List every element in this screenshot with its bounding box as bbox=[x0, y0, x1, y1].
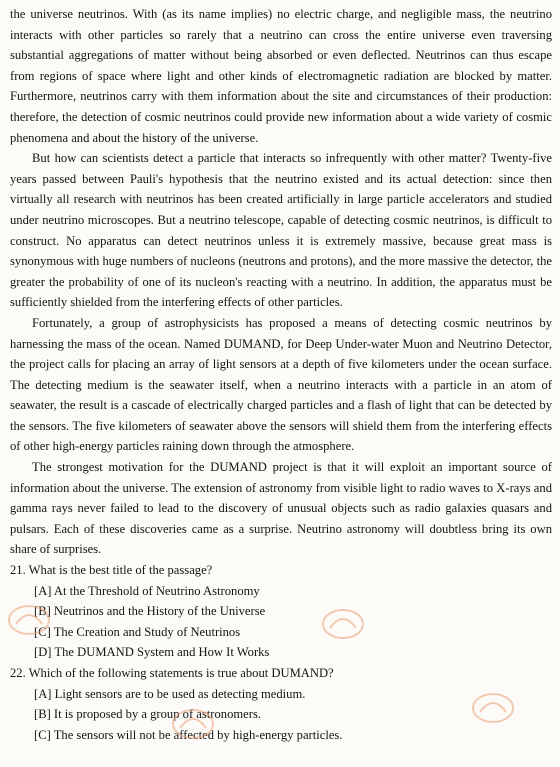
passage bbox=[10, 4, 552, 560]
answer-option: [A] At the Threshold of Neutrino Astronomy bbox=[34, 583, 260, 598]
answer-option: [A] Light sensors are to be used as detecting medium. bbox=[34, 686, 306, 701]
paragraph: the universe neutrinos. With (as its name implies) no electric charge, and negligible mass, the neutrino interacts with other particles so rarely that a neutrino can cross the entire universe even traversing substantial aggregations of matter without being absorbed or even deflected. Neutrinos can thus escape from regions of space where light and other kinds of electromagnetic radiation are blocked by matter. Furthermore, neutrinos carry with them information about the site and circumstances of their production: therefore, the detection of cosmic neutrinos could provide new information about a wide variety of cosmic phenomena and about the history of the universe. bbox=[10, 7, 552, 145]
paragraph: But how can scientists detect a particle that interacts so infrequently with other matter? Twenty-five years passed between Pauli's hypothesis that the neutrino existed and its actual detection: since then virtually all research with neutrinos has been created artificially in large particle accelerators and studied under neutrino microscopes. But a neutrino telescope, capable of detecting cosmic neutrinos, is difficult to construct. No apparatus can detect neutrinos unless it is extremely massive, because great mass is synonymous with huge numbers of nucleons (neutrons and protons), and the more massive the detector, the greater the probability of one of its nucleon's reacting with a neutrino. In addition, the apparatus must be sufficiently shielded from the interfering effects of other particles. bbox=[10, 151, 552, 310]
answer-option: [B] Neutrinos and the History of the Universe bbox=[34, 604, 266, 619]
question-stem: 21. What is the best title of the passage? bbox=[10, 563, 213, 578]
paragraph: Fortunately, a group of astrophysicists has proposed a means of detecting cosmic neutrinos by harnessing the mass of the ocean. Named DUMAND, for Deep Under-water Muon and Neutrino Detector, the project calls for placing an array of light sensors at a depth of five kilometers under the ocean surface. The detecting medium is the seawater itself, when a neutrino interacts with a particle in an atom of seawater, the result is a cascade of electrically charged particles and a flash of light that can be detected by the sensors. The five kilometers of seawater above the sensors will shield them from the interfering effects of other high-energy particles raining down through the atmosphere. bbox=[10, 315, 552, 454]
question-block bbox=[10, 560, 552, 663]
answer-option: [B] It is proposed by a group of astronomers. bbox=[34, 707, 261, 722]
question-stem: 22. Which of the following statements is true about DUMAND? bbox=[10, 666, 334, 680]
answer-option: [C] The Creation and Study of Neutrinos bbox=[34, 624, 241, 639]
question-block bbox=[10, 663, 552, 745]
answer-option: [C] The sensors will not be affected by high-energy particles. bbox=[34, 727, 343, 742]
answer-option: [D] The DUMAND System and How It Works bbox=[34, 645, 270, 660]
paragraph: The strongest motivation for the DUMAND project is that it will exploit an important source of information about the universe. The extension of astronomy from visible light to radio waves to X-rays and gamma rays never failed to lead to the discovery of unusual objects such as radio galaxies quasars and pulsars. Each of these discoveries came as a surprise. Neutrino astronomy will doubtless bring its own share of surprises. bbox=[10, 460, 552, 557]
